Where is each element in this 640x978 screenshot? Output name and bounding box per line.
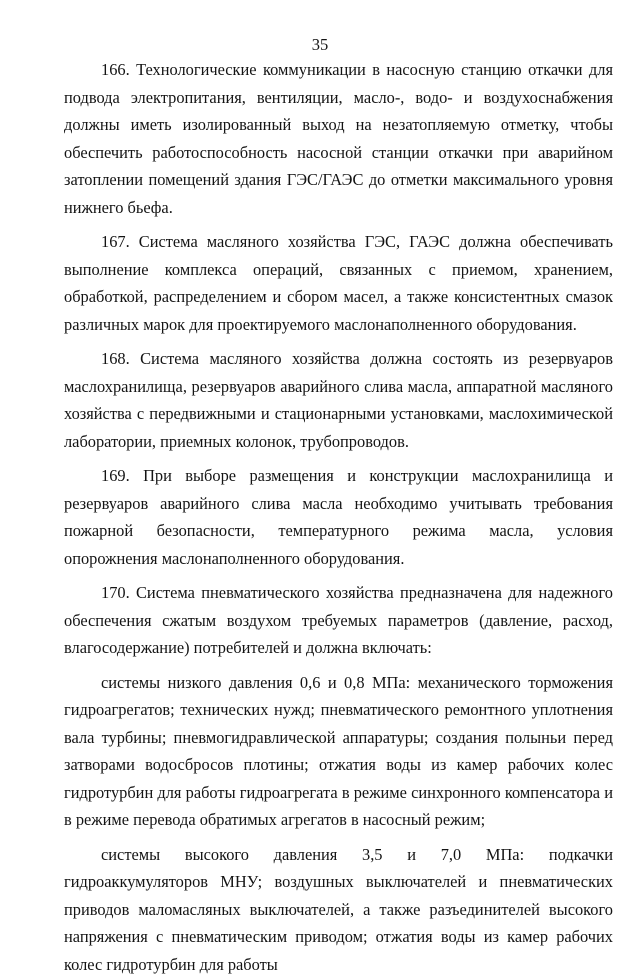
paragraph-170: 170. Система пневматического хозяйства предназначена для надежного обеспечения сжатым воздухом требуемых параметров (давление, расход, влагосодержание) потребителей и должна включать: — [64, 579, 613, 662]
paragraph-167: 167. Система масляного хозяйства ГЭС, ГАЭС должна обеспечивать выполнение комплекса операций, связанных с приемом, хранением, обработкой, распределением и сбором масел, а также консистентных смазок различных марок для проектируемого маслонаполненного оборудования. — [64, 228, 613, 338]
document-body — [64, 56, 613, 978]
paragraph-168: 168. Система масляного хозяйства должна состоять из резервуаров маслохранилища, резервуаров аварийного слива масла, аппаратной масляного хозяйства с передвижными и стационарными установками, маслохимической лаборатории, приемных колонок, трубопроводов. — [64, 345, 613, 455]
paragraph-169: 169. При выборе размещения и конструкции маслохранилища и резервуаров аварийного слива масла необходимо учитывать требования пожарной безопасности, температурного режима масла, условия опорожнения маслонаполненного оборудования. — [64, 462, 613, 572]
paragraph-166: 166. Технологические коммуникации в насосную станцию откачки для подвода электропитания, вентиляции, масло-, водо- и воздухоснабжения должны иметь изолированный выход на незатопляемую отметку, чтобы обеспечить работоспособность насосной станции откачки при аварийном затоплении помещений здания ГЭС/ГАЭС до отметки максимального уровня нижнего бьефа. — [64, 56, 613, 221]
page-number: 35 — [0, 35, 640, 55]
paragraph-low-pressure-systems: системы низкого давления 0,6 и 0,8 МПа: механического торможения гидроагрегатов; технических нужд; пневматического ремонтного уплотнения вала турбины; пневмогидравлической аппаратуры; создания полыньи перед затворами водосбросов плотины; отжатия воды из камер рабочих колес гидротурбин для работы гидроагрегата в режиме синхронного компенсатора и в режиме перевода обратимых агрегатов в насосный режим; — [64, 669, 613, 834]
paragraph-high-pressure-systems: системы высокого давления 3,5 и 7,0 МПа: подкачки гидроаккумуляторов МНУ; воздушных выключателей и пневматических приводов маломасляных выключателей, а также разъединителей высокого напряжения с пневматическим приводом; отжатия воды из камер рабочих колес гидротурбин для работы — [64, 841, 613, 978]
